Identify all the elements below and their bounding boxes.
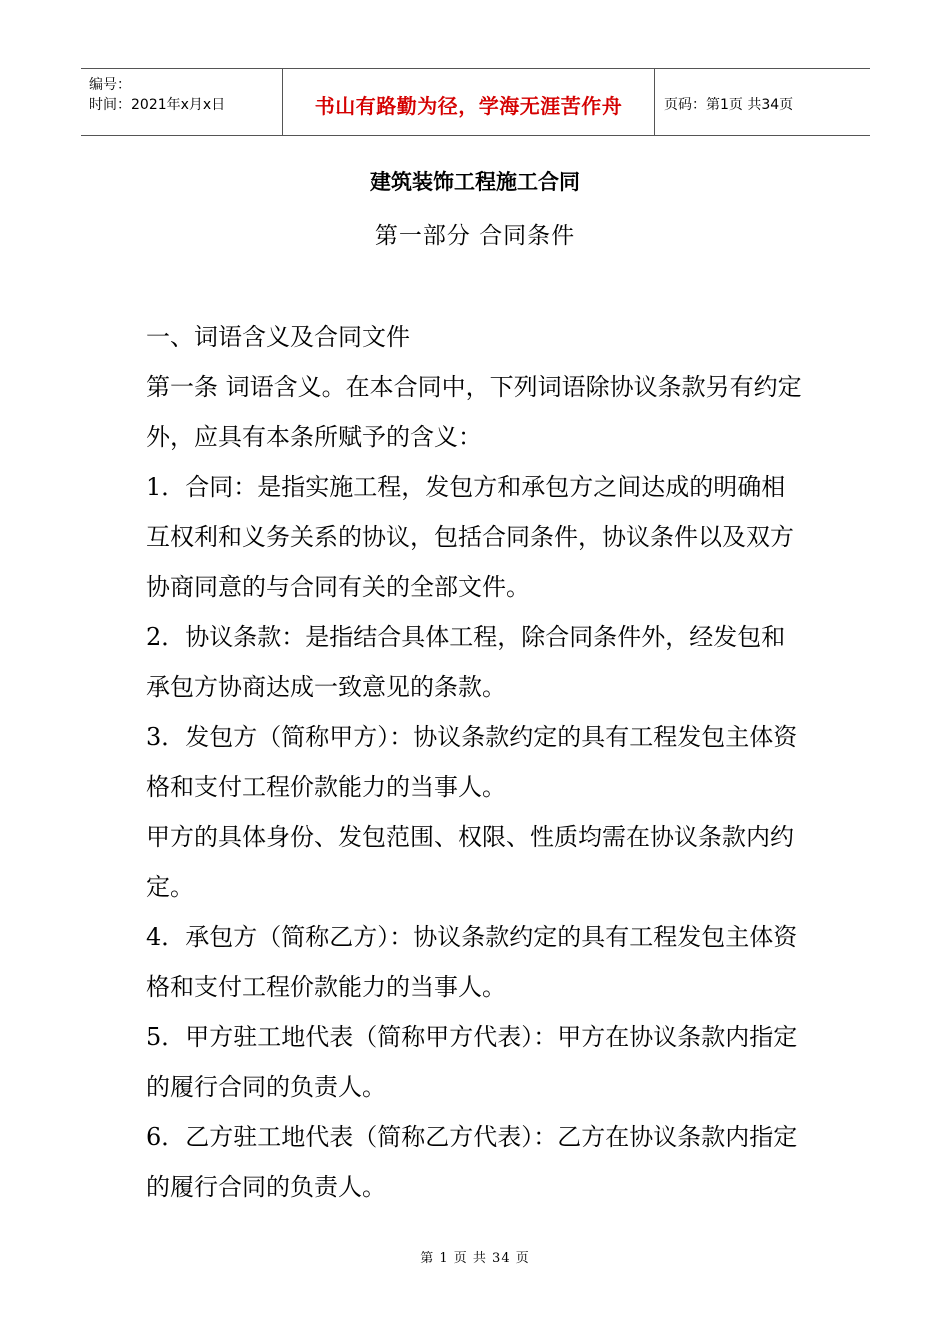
document-title: 建筑装饰工程施工合同 (370, 170, 580, 194)
paragraph: 1．合同：是指实施工程，发包方和承包方之间达成的明确相互权利和义务关系的协议，包括合同条件，协议条件以及双方协商同意的与合同有关的全部文件。 (146, 473, 794, 601)
document-subtitle: 第一部分 合同条件 (374, 223, 576, 249)
page-footer: 第 1 页 共 34 页 (420, 1251, 530, 1266)
document-body (146, 312, 806, 1212)
paragraph: 5．甲方驻工地代表（简称甲方代表）：甲方在协议条款内指定的履行合同的负责人。 (146, 1023, 798, 1101)
header-page-info: 页码：第1页 共34页 (664, 97, 794, 113)
paragraph: 4．承包方（简称乙方）：协议条款约定的具有工程发包主体资格和支付工程价款能力的当事人。 (146, 923, 798, 1001)
section-heading: 一、词语含义及合同文件 (146, 323, 410, 351)
paragraph: 6．乙方驻工地代表（简称乙方代表）：乙方在协议条款内指定的履行合同的负责人。 (146, 1123, 798, 1201)
paragraph: 甲方的具体身份、发包范围、权限、性质均需在协议条款内约定。 (146, 823, 794, 901)
page-header (81, 68, 870, 136)
paragraph: 3．发包方（简称甲方）：协议条款约定的具有工程发包主体资格和支付工程价款能力的当事人。 (146, 723, 798, 801)
paragraph: 第一条 词语含义。在本合同中，下列词语除协议条款另有约定外，应具有本条所赋予的含义： (146, 373, 802, 451)
header-motto: 书山有路勤为径，学海无涯苦作舟 (282, 69, 655, 135)
document-number-label: 编号： (89, 77, 131, 93)
document-date: 时间：2021年x月x日 (89, 97, 226, 113)
paragraph: 2．协议条款：是指结合具体工程，除合同条件外，经发包和承包方协商达成一致意见的条款。 (146, 623, 786, 701)
header-meta (81, 69, 282, 135)
